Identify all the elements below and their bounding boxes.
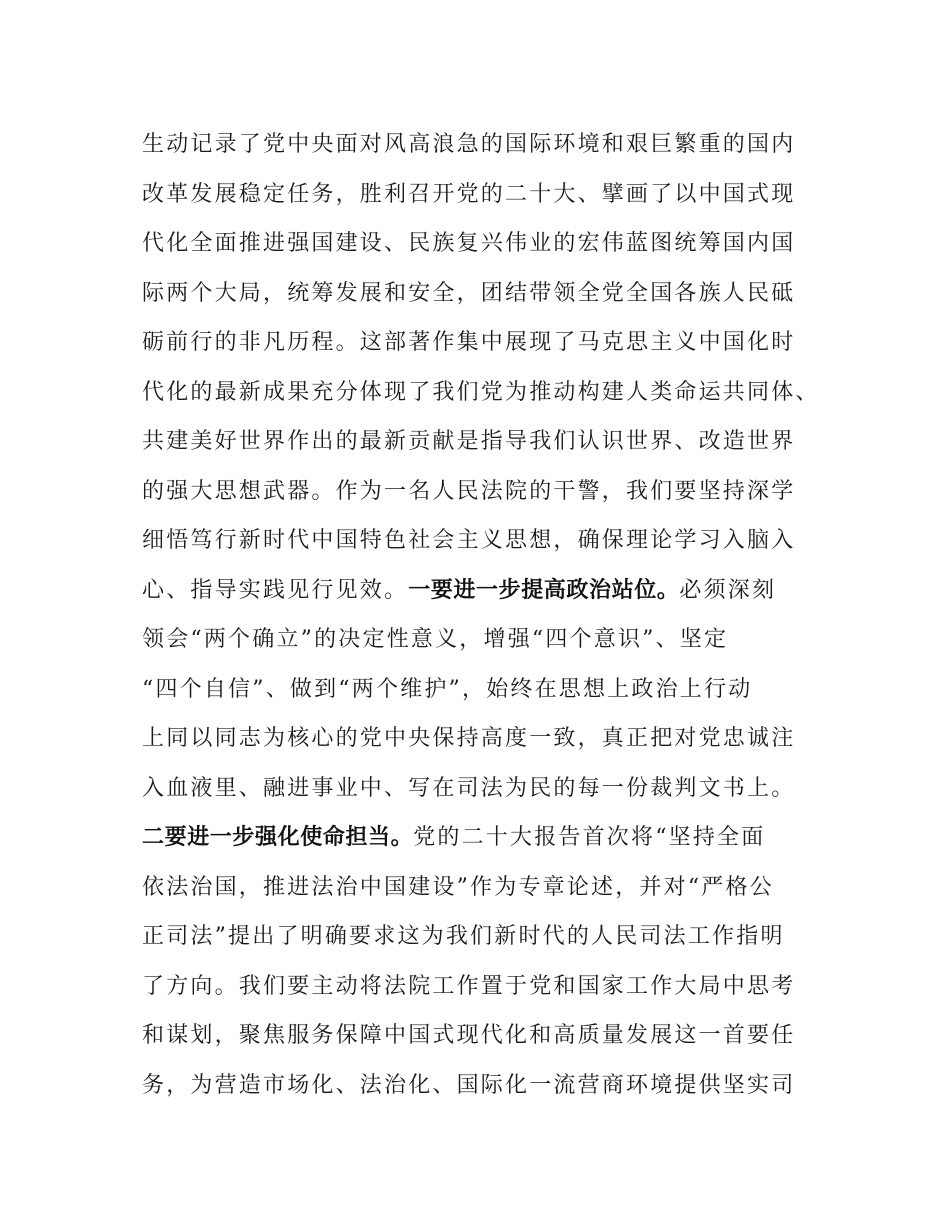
text-line [142,120,842,170]
text-line [142,368,842,418]
text-segment: 正司法”提出了明确要求这为我们新时代的人民司法工作指明 [142,924,785,949]
text-segment: 党的二十大报告首次将“坚持全面 [413,825,766,850]
text-line [142,863,842,913]
text-segment: 依法治国，推进法治中国建设”作为专章论述，并对“严格公 [142,874,774,900]
text-segment: 改革发展稳定任务，胜利召开党的二十大、擘画了以中国式现 [142,181,796,207]
text-segment: “四个自信”、做到“两个维护”，始终在思想上政治上行动 [142,676,753,702]
text-line [142,665,842,715]
text-line [142,269,842,319]
text-segment: 际两个大局，统筹发展和安全，团结带领全党全国各族人民砥 [142,280,796,306]
text-segment: 入血液里、融进事业中、写在司法为民的每一份裁判文书上。 [142,775,796,801]
bold-heading-phrase: 一要进一步提高政治站位。 [408,577,680,603]
text-line [142,516,842,566]
text-line [142,615,842,665]
text-segment: 生动记录了党中央面对风高浪急的国际环境和艰巨繁重的国内 [142,132,796,157]
text-segment: 砺前行的非凡历程。这部著作集中展现了马克思主义中国化时 [142,330,796,355]
text-segment: 代化全面推进强国建设、民族复兴伟业的宏伟蓝图统筹国内国 [142,231,796,256]
text-segment: 和谋划，聚焦服务保障中国式现代化和高质量发展这一首要任 [142,1023,796,1048]
text-line [142,912,842,962]
text-line [142,714,842,764]
text-segment: 细悟笃行新时代中国特色社会主义思想，确保理论学习入脑入 [142,528,796,553]
text-segment: 必须深刻 [679,577,777,603]
text-segment: 务，为营造市场化、法治化、国际化一流营商环境提供坚实司 [142,1072,796,1098]
text-line [142,467,842,517]
text-segment: 上同以同志为核心的党中央保持高度一致，真正把对党忠诚注 [142,726,796,751]
text-segment: 领会“两个确立”的决定性意义，增强“四个意识”、坚定 [142,627,729,652]
text-segment: 代化的最新成果充分体现了我们党为推动构建人类命运共同体、 [142,379,820,405]
text-segment: 的强大思想武器。作为一名人民法院的干警，我们要坚持深学 [142,478,796,504]
text-line [142,813,842,863]
text-line [142,566,842,616]
text-line [142,219,842,269]
text-segment: 共建美好世界作出的最新贡献是指导我们认识世界、改造世界 [142,429,796,454]
text-line [142,417,842,467]
text-line [142,170,842,220]
body-text [142,120,842,1110]
text-line [142,962,842,1012]
text-line [142,764,842,814]
text-line [142,318,842,368]
bold-heading-phrase: 二要进一步强化使命担当。 [142,825,414,850]
text-segment: 心、指导实践见行见效。 [142,577,409,603]
text-line [142,1061,842,1111]
text-segment: 了方向。我们要主动将法院工作置于党和国家工作大局中思考 [142,973,796,999]
text-line [142,1011,842,1061]
